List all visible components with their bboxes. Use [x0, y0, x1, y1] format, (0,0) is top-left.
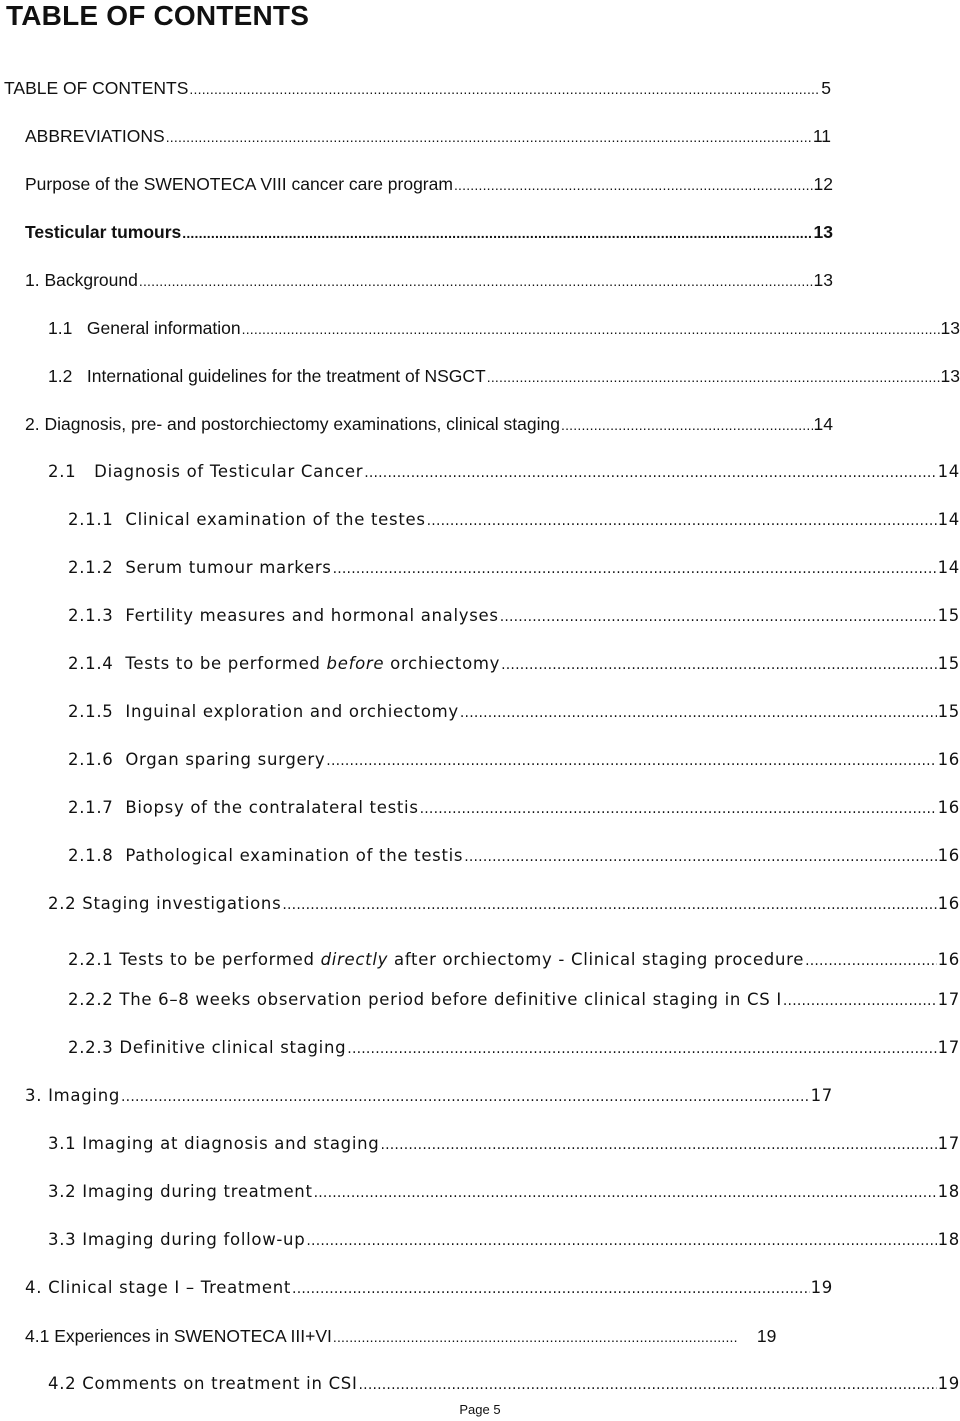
leader-dots — [805, 953, 937, 969]
leader-dots — [501, 657, 936, 673]
leader-dots — [420, 801, 937, 817]
toc-entry-page: 18 — [937, 1182, 960, 1201]
leader-dots — [182, 225, 812, 241]
title-emphasis: directly — [320, 950, 389, 969]
toc-entry-title: TABLE OF CONTENTS — [4, 78, 189, 98]
toc-entry[interactable] — [68, 1038, 960, 1064]
toc-entry[interactable] — [25, 1326, 863, 1352]
toc-entry-title: 2.2 Staging investigations — [48, 894, 282, 913]
toc-entry-title: Testicular tumours — [25, 222, 182, 242]
toc-entry-title: 2.2.3 Definitive clinical staging — [68, 1038, 347, 1057]
toc-entry[interactable] — [68, 702, 960, 728]
leader-dots — [364, 465, 936, 481]
leader-dots — [121, 1089, 810, 1105]
title-prefix: 2.1.4 Tests to be performed — [68, 654, 327, 673]
toc-entry-page: 17 — [937, 1038, 960, 1057]
toc-entry-title: 2.2.2 The 6–8 weeks observation period before definitive clinical staging in CS I — [68, 990, 782, 1009]
toc-entry-title: 2.1.3 Fertility measures and hormonal analyses — [68, 606, 499, 625]
page-number-footer: Page 5 — [459, 1402, 501, 1417]
toc-entry[interactable] — [68, 510, 960, 536]
toc-entry[interactable] — [4, 78, 831, 104]
toc-entry-page: 18 — [937, 1230, 960, 1249]
toc-entry-page: 14 — [937, 558, 960, 577]
toc-entry[interactable] — [48, 1230, 960, 1256]
toc-entry[interactable] — [68, 750, 960, 776]
leader-dots — [306, 1233, 936, 1249]
toc-entry-page: 16 — [937, 798, 960, 817]
toc-entry-page: 12 — [813, 174, 833, 194]
toc-entry-title: 1. Background — [25, 270, 138, 290]
toc-entry[interactable] — [25, 174, 833, 200]
toc-entry[interactable] — [68, 950, 960, 976]
title-suffix: after orchiectomy - Clinical staging procedure — [388, 950, 805, 969]
page-title: TABLE OF CONTENTS — [6, 0, 310, 31]
toc-entry-page: 5 — [821, 78, 831, 98]
toc-entry[interactable] — [68, 606, 960, 632]
toc-entry-title: 2.1.2 Serum tumour markers — [68, 558, 332, 577]
toc-entry-page: 17 — [937, 990, 960, 1009]
toc-entry-page: 11 — [812, 126, 831, 146]
title-prefix: 2.2.1 Tests to be performed — [68, 950, 321, 969]
toc-entry-title: 2.1 Diagnosis of Testicular Cancer — [48, 462, 364, 481]
toc-entry-page: 15 — [937, 606, 960, 625]
toc-entry-title: 4.2 Comments on treatment in CSI — [48, 1374, 358, 1393]
leader-dots — [333, 561, 937, 577]
title-suffix: orchiectomy — [384, 654, 501, 673]
toc-entry-title — [68, 950, 804, 969]
toc-entry-title: 3.3 Imaging during follow-up — [48, 1230, 306, 1249]
toc-entry[interactable] — [25, 270, 833, 296]
toc-entry[interactable] — [25, 222, 833, 248]
toc-entry-title: 2.1.1 Clinical examination of the testes — [68, 510, 426, 529]
toc-entry-page: 19 — [756, 1326, 777, 1346]
leader-dots — [242, 321, 940, 337]
leader-dots — [487, 369, 940, 385]
leader-dots — [166, 129, 812, 145]
toc-entry-title: 3. Imaging — [25, 1086, 121, 1105]
toc-entry[interactable] — [48, 366, 960, 392]
leader-dots — [561, 417, 813, 433]
toc-entry-page: 14 — [937, 462, 960, 481]
toc-entry-page: 14 — [813, 414, 833, 434]
leader-dots — [347, 1041, 936, 1057]
leader-dots — [464, 849, 936, 865]
toc-entry[interactable] — [48, 462, 960, 488]
toc-entry-page: 13 — [813, 270, 833, 290]
leader-dots — [359, 1377, 937, 1393]
toc-entry[interactable] — [48, 1374, 960, 1400]
leader-dots — [139, 273, 813, 289]
toc-entry-title: ABBREVIATIONS — [25, 126, 165, 146]
leader-dots — [282, 897, 936, 913]
toc-entry-page: 13 — [940, 318, 960, 338]
toc-entry[interactable] — [25, 1086, 833, 1112]
leader-dots — [783, 993, 937, 1009]
toc-entry-page: 16 — [937, 950, 960, 969]
toc-entry[interactable] — [48, 1182, 960, 1208]
toc-entry-title: 2.1.8 Pathological examination of the testis — [68, 846, 464, 865]
toc-entry[interactable] — [25, 414, 833, 440]
toc-entry-page: 19 — [937, 1374, 960, 1393]
toc-entry-page: 15 — [937, 654, 960, 673]
leader-dots — [380, 1137, 936, 1153]
toc-entry-page: 17 — [810, 1086, 833, 1105]
toc-entry[interactable] — [48, 318, 960, 344]
toc-entry[interactable] — [68, 846, 960, 872]
toc-entry-page: 15 — [937, 702, 960, 721]
toc-entry-title: 3.2 Imaging during treatment — [48, 1182, 313, 1201]
toc-entry-title: 2.1.6 Organ sparing surgery — [68, 750, 326, 769]
leader-dots — [460, 705, 937, 721]
toc-entry-page: 13 — [813, 222, 833, 242]
toc-entry-page: 16 — [937, 894, 960, 913]
title-emphasis: before — [326, 654, 385, 673]
leader-dots — [314, 1185, 937, 1201]
toc-entry[interactable] — [48, 894, 960, 920]
toc-entry-page: 19 — [810, 1278, 833, 1297]
toc-entry-title: 1.1 General information — [48, 318, 241, 338]
toc-entry-title: 4. Clinical stage I – Treatment — [25, 1278, 292, 1297]
toc-entry-title — [68, 654, 500, 673]
toc-entry[interactable] — [25, 126, 831, 152]
leader-dots — [326, 753, 936, 769]
toc-entry-title: 2.1.5 Inguinal exploration and orchiectomy — [68, 702, 459, 721]
toc-entry-title: 4.1 Experiences in SWENOTECA III+VI — [25, 1326, 332, 1346]
toc-entry[interactable] — [25, 1278, 833, 1304]
leader-dots — [292, 1281, 810, 1297]
toc-entry-page: 14 — [937, 510, 960, 529]
toc-entry-page: 13 — [940, 366, 960, 386]
leader-dots — [427, 513, 937, 529]
toc-entry-title: Purpose of the SWENOTECA VIII cancer care program — [25, 174, 453, 194]
toc-entry-title: 1.2 International guidelines for the treatment of NSGCT — [48, 366, 486, 386]
toc-entry-title: 3.1 Imaging at diagnosis and staging — [48, 1134, 380, 1153]
leader-dots — [454, 177, 813, 193]
toc-entry-page: 16 — [937, 750, 960, 769]
toc-entry-title: 2.1.7 Biopsy of the contralateral testis — [68, 798, 419, 817]
toc-entry[interactable] — [48, 1134, 960, 1160]
toc-entry[interactable] — [68, 654, 960, 680]
leader-dots — [333, 1329, 738, 1345]
toc-entry[interactable] — [68, 990, 960, 1016]
toc-entry-page: 16 — [937, 846, 960, 865]
toc-entry[interactable] — [68, 558, 960, 584]
toc-entry[interactable] — [68, 798, 960, 824]
toc-entry-page: 17 — [937, 1134, 960, 1153]
leader-dots — [189, 81, 820, 97]
toc-entry-title: 2. Diagnosis, pre- and postorchiectomy examinations, clinical staging — [25, 414, 560, 434]
leader-dots — [500, 609, 937, 625]
